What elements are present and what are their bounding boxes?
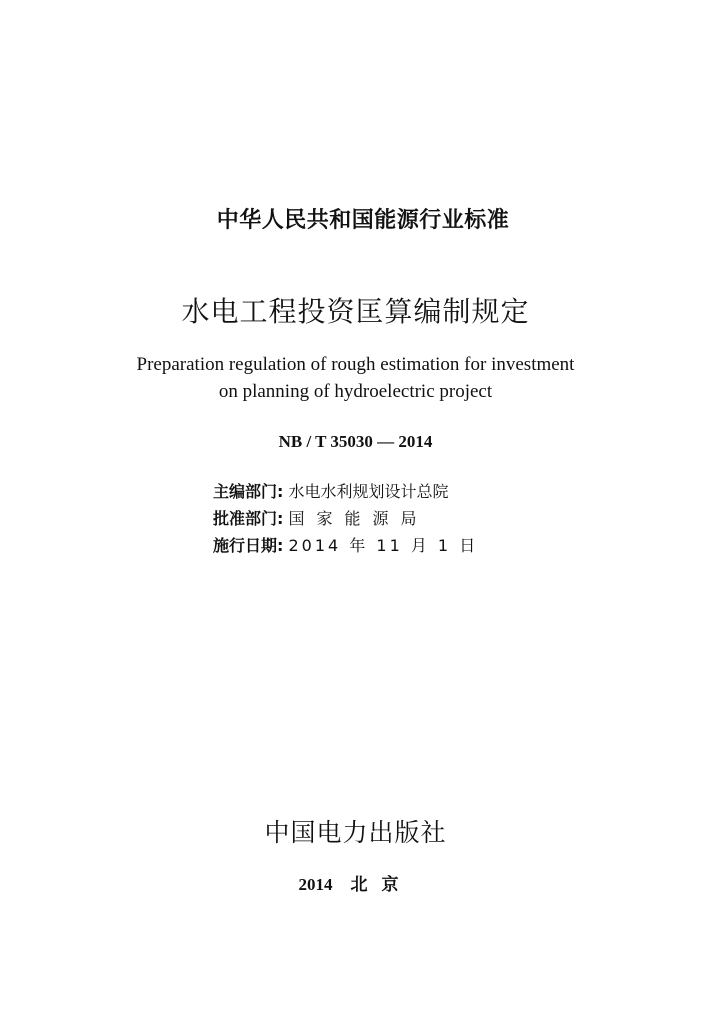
approver-row	[213, 505, 478, 532]
effective-date-label: 施行日期:	[213, 536, 284, 555]
editor-label: 主编部门:	[213, 482, 284, 501]
editor-value: 水电水利规划设计总院	[288, 482, 449, 501]
editor-row	[213, 478, 478, 505]
publication-city: 北京	[350, 875, 413, 895]
english-title-line-1: Preparation regulation of rough estimation for investment	[136, 354, 575, 375]
publication-place	[0, 870, 701, 895]
publication-year: 2014	[298, 875, 333, 894]
effective-date-row	[213, 532, 478, 559]
publisher-name: 中国电力出版社	[264, 818, 447, 847]
approver-value: 国家能源局	[288, 509, 429, 528]
chinese-title: 水电工程投资匡算编制规定	[181, 295, 530, 328]
effective-date-value: 2014 年 11 月 1 日	[288, 536, 479, 555]
english-title-line-2: on planning of hydroelectric project	[218, 381, 493, 402]
standard-series-heading: 中华人民共和国能源行业标准	[216, 208, 510, 233]
standard-number: NB / T 35030 — 2014	[278, 432, 433, 451]
issuing-info	[213, 478, 478, 559]
approver-label: 批准部门:	[213, 509, 284, 528]
